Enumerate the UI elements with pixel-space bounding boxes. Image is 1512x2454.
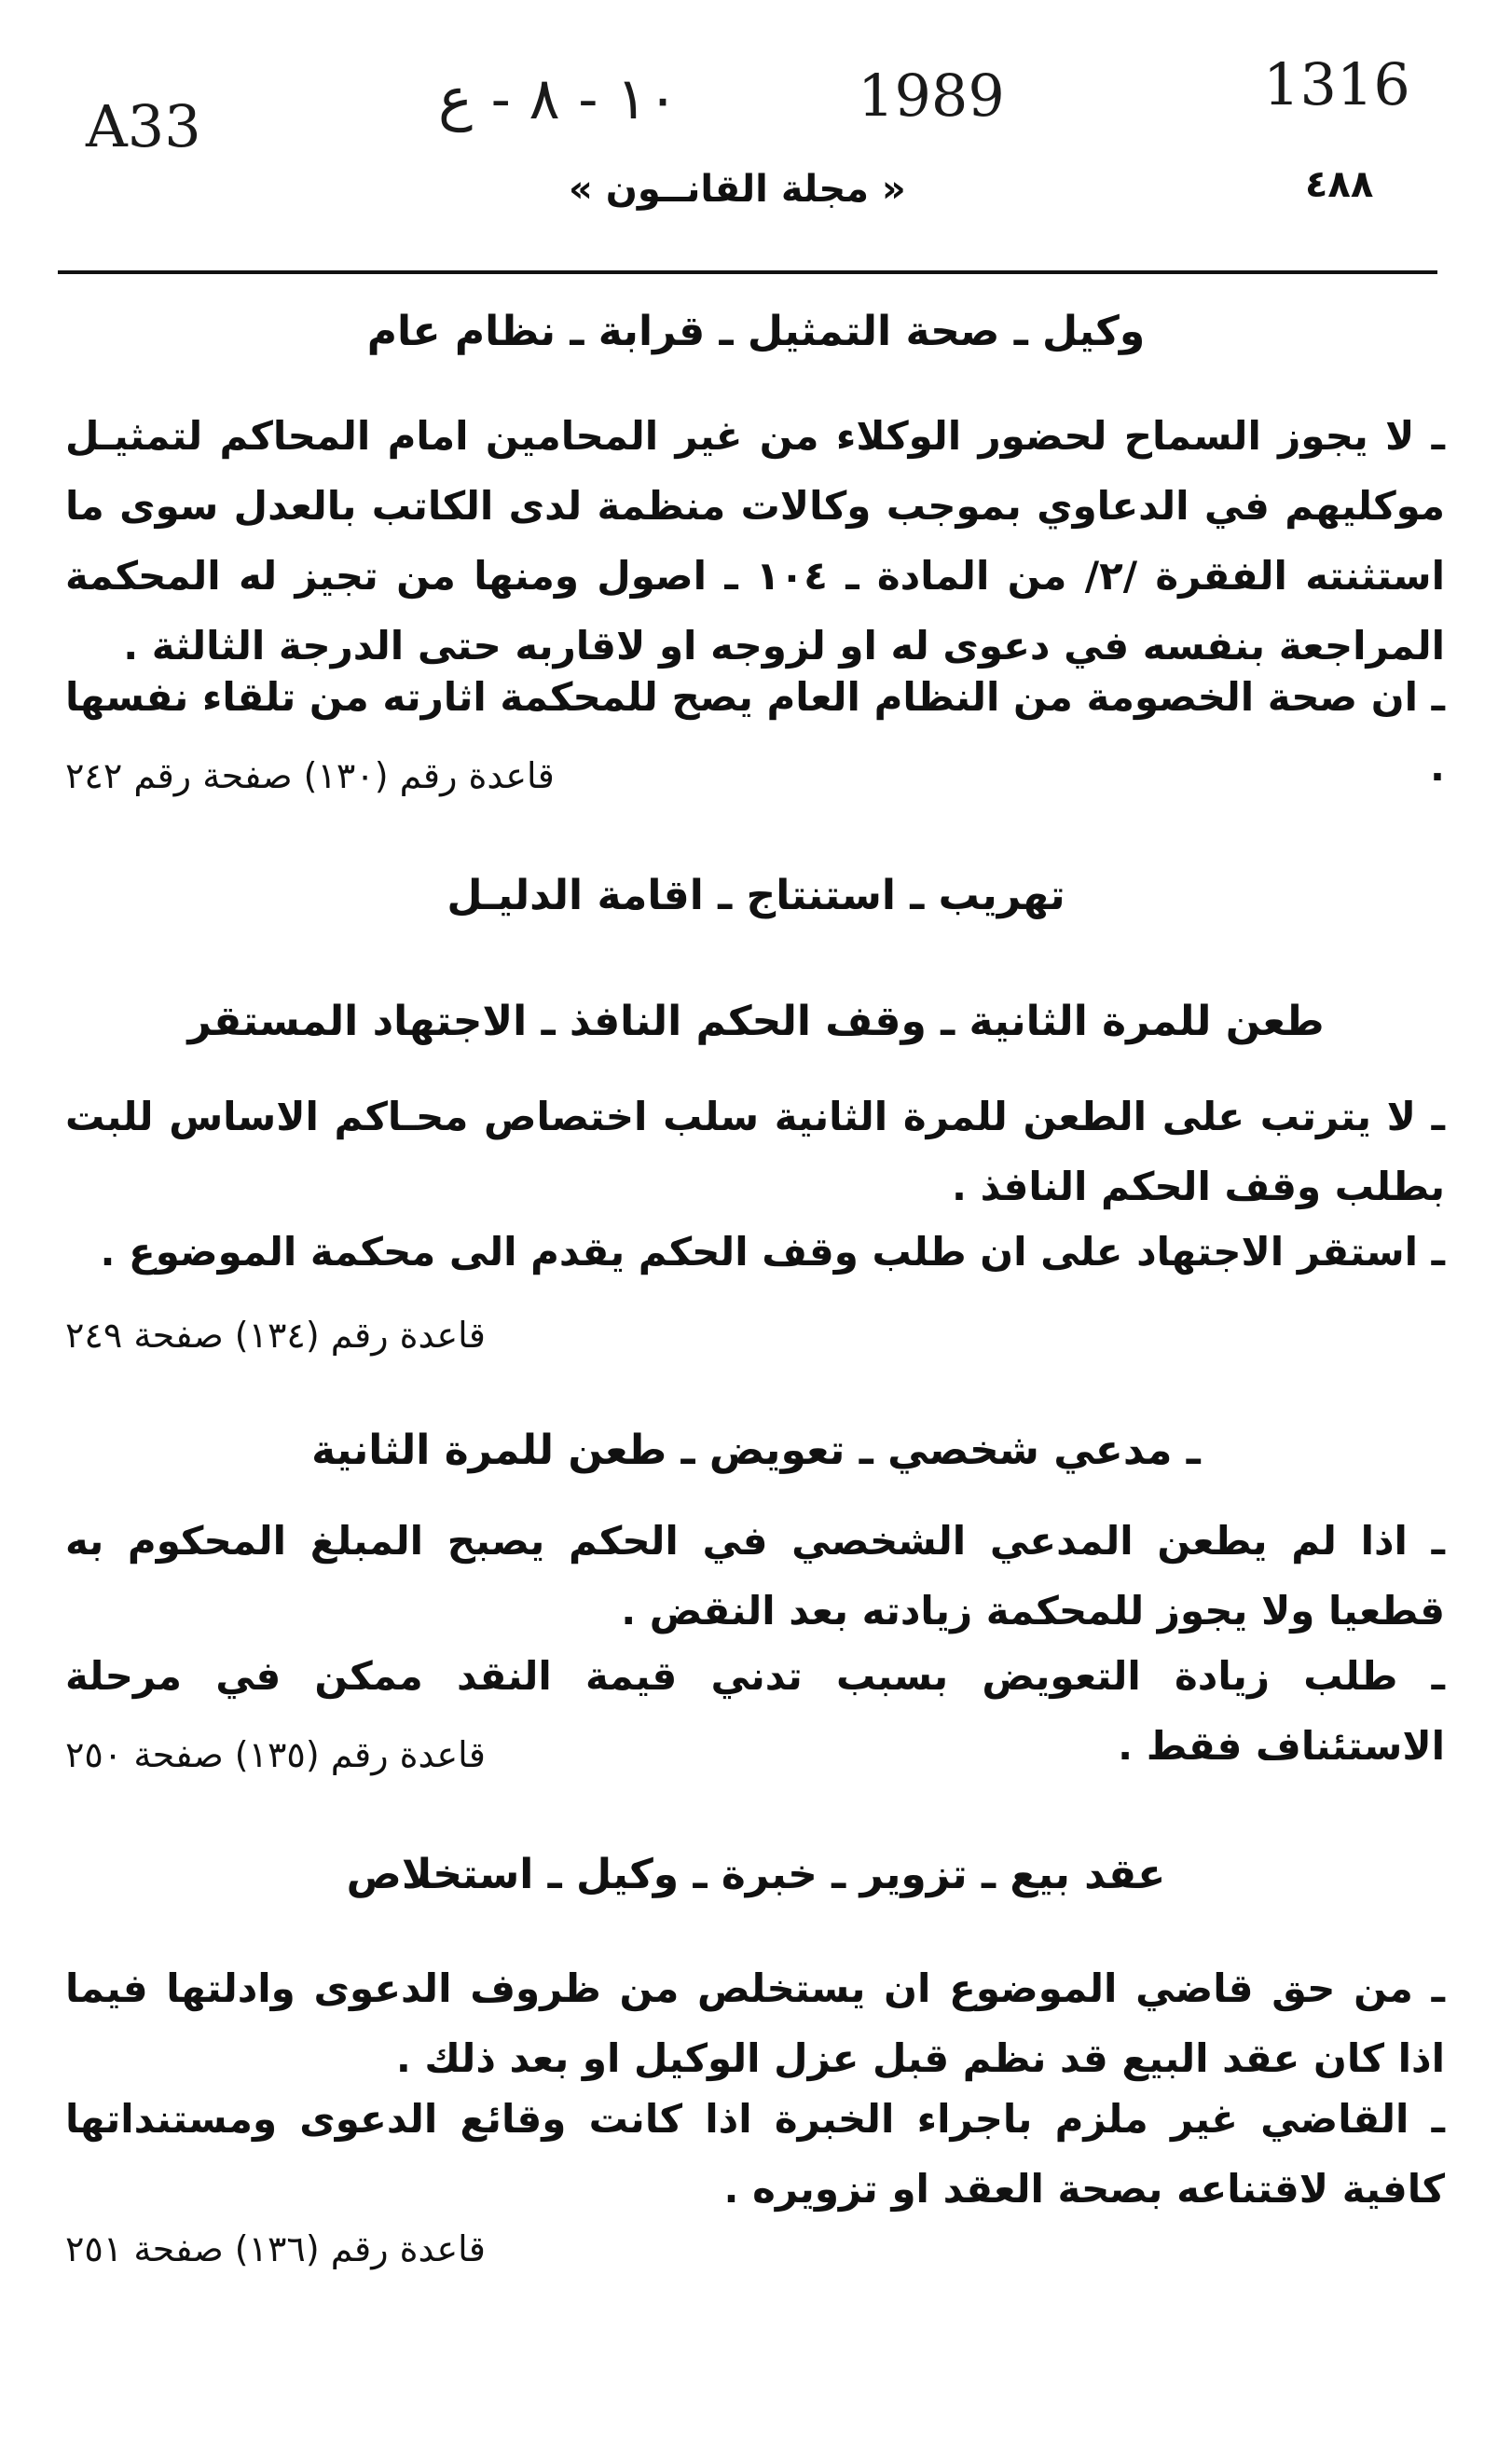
paragraph: ـ اذا لم يطعن المدعي الشخصي في الحكم يصبح المبلغ المحكوم به قطعيا ولا يجوز للمحكمة زيادته بعد النقض .	[65, 1518, 1445, 1634]
section-heading: تهريب ـ استنتاج ـ اقامة الدليـل	[447, 872, 1065, 919]
rule-reference: قاعدة رقم (١٣٦) صفحة ٢٥١	[65, 2228, 486, 2269]
paragraph: ـ ان صحة الخصومة من النظام العام يصح للمحكمة اثارته من تلقاء نفسها .	[65, 674, 1445, 790]
paragraph: ـ طلب زيادة التعويض بسبب تدني قيمة النقد ممكن في مرحلة الاستئناف فقط .	[65, 1653, 1445, 1769]
header-divider	[58, 270, 1437, 274]
section-heading: وكيل ـ صحة التمثيل ـ قرابة ـ نظام عام	[366, 308, 1146, 355]
section-heading: طعن للمرة الثانية ـ وقف الحكم النافذ ـ الاجتهاد المستقر	[187, 998, 1325, 1045]
paragraph: ـ القاضي غير ملزم باجراء الخبرة اذا كانت وقائع الدعوى ومستنداتها كافية لاقتناعه بصحة العقد او تزويره .	[65, 2096, 1445, 2212]
section-heading: ـ مدعي شخصي ـ تعويض ـ طعن للمرة الثانية	[311, 1427, 1201, 1474]
rule-reference: قاعدة رقم (١٣٥) صفحة ٢٥٠	[65, 1734, 486, 1775]
rule-reference: قاعدة رقم (١٣٠) صفحة رقم ٢٤٢	[65, 755, 555, 796]
paragraph: ـ لا يترتب على الطعن للمرة الثانية سلب اختصاص محـاكم الاساس للبت بطلب وقف الحكم النافذ .	[65, 1094, 1445, 1209]
handwritten-code: A33	[86, 92, 201, 160]
handwritten-year: 1989	[858, 62, 1005, 130]
rule-reference: قاعدة رقم (١٣٤) صفحة ٢٤٩	[65, 1315, 486, 1356]
paragraph: ـ من حق قاضي الموضوع ان يستخلص من ظروف الدعوى وادلتها فيما اذا كان عقد البيع قد نظم قبل عزل الوكيل او بعد ذلك .	[65, 1965, 1445, 2081]
paragraph: ـ لا يجوز السماح لحضور الوكلاء من غير المحامين امام المحاكم لتمثيـل موكليهم في الدعاوي بموجب وكالات منظمة لدى الكاتب بالعدل سوى ما استثنته الفقرة /٢/ من المادة ـ ١٠٤ ـ اصول ومنها من تجيز له المحكمة المراجعة بنفسه في دعوى له او لزوجه او لاقاربه حتى الدرجة الثالثة .	[65, 413, 1445, 669]
paragraph: ـ استقر الاجتهاد على ان طلب وقف الحكم يقدم الى محكمة الموضوع .	[100, 1229, 1445, 1275]
handwritten-date: ١٠ - ٨ - ع	[438, 64, 679, 132]
section-heading: عقد بيع ـ تزوير ـ خبرة ـ وكيل ـ استخلاص	[346, 1851, 1166, 1898]
handwritten-number: 1316	[1263, 50, 1410, 118]
page-number: ٤٨٨	[1305, 163, 1374, 206]
journal-title: « مجلة القانــون »	[569, 168, 906, 211]
